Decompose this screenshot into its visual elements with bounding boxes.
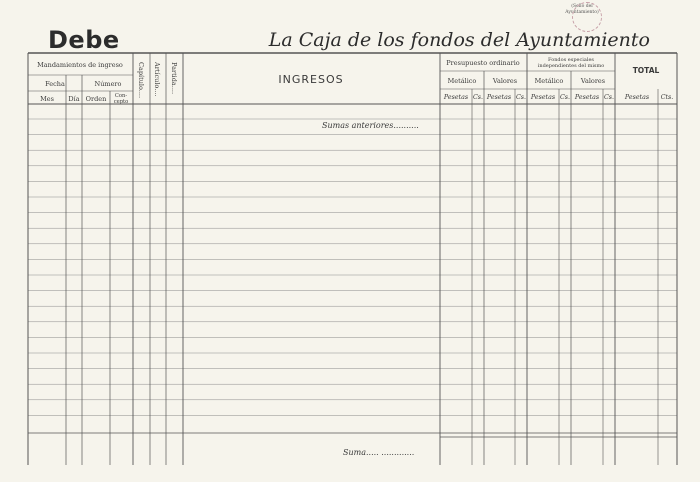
- seal-text-1: (Sello del: [571, 4, 593, 9]
- concepto-label-2: cepto: [113, 99, 129, 105]
- suma-label: Suma..... .............: [343, 448, 415, 457]
- presupuesto-label: Presupuesto ordinario: [446, 59, 520, 67]
- cs-label: Cs.: [603, 94, 615, 101]
- articulo-label: Artículo....: [153, 62, 161, 97]
- pesetas-label: Pesetas: [574, 94, 600, 101]
- fondos-label-2: independientes del mismo: [537, 63, 605, 69]
- ruled-lines: [28, 119, 677, 415]
- fecha-label: Fecha: [45, 80, 65, 88]
- debe-heading: Debe: [48, 26, 120, 54]
- cs-label: Cs.: [559, 94, 571, 101]
- column-lines: [28, 53, 677, 465]
- ingresos-label: INGRESOS: [278, 73, 344, 86]
- capitulo-label: Capítulo....: [137, 62, 145, 99]
- cs-label: Cs.: [515, 94, 527, 101]
- sumas-anteriores-label: Sumas anteriores..........: [322, 121, 419, 130]
- currency-labels: [443, 94, 673, 101]
- mes-label: Mes: [40, 95, 54, 103]
- dia-label: Día: [68, 95, 80, 103]
- pesetas-label: Pesetas: [624, 94, 650, 101]
- valores-2-label: Valores: [580, 77, 606, 85]
- metalico-2-label: Metálico: [534, 77, 564, 85]
- seal-text-2: Ayuntamiento): [565, 10, 599, 15]
- concepto-label-1: Con-: [114, 93, 128, 99]
- orden-label: Orden: [85, 95, 107, 103]
- metalico-label: Metálico: [447, 77, 477, 85]
- caja-heading: La Caja de los fondos del Ayuntamiento: [268, 29, 650, 51]
- cts-label: Cts.: [660, 94, 674, 101]
- partida-label: Partida....: [170, 62, 178, 95]
- pesetas-label: Pesetas: [486, 94, 512, 101]
- numero-label: Número: [94, 80, 122, 88]
- valores-label: Valores: [492, 77, 518, 85]
- pesetas-label: Pesetas: [530, 94, 556, 101]
- cs-label: Cs.: [472, 94, 484, 101]
- total-label: TOTAL: [632, 66, 660, 75]
- fondos-label-1: Fondos especiales: [548, 57, 594, 63]
- pesetas-label: Pesetas: [443, 94, 469, 101]
- mandamientos-label: Mandamientos de ingreso: [37, 61, 123, 69]
